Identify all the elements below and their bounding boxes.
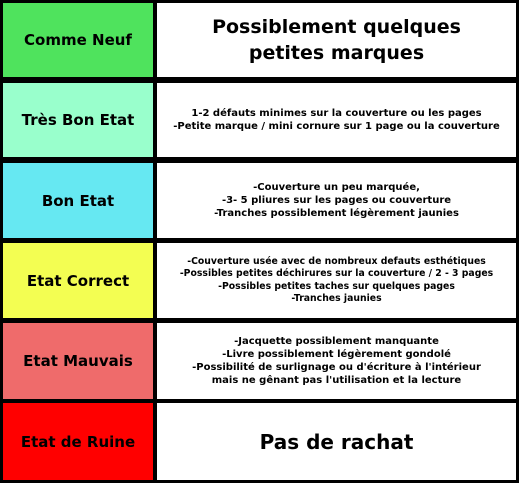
- description-line: -Jacquette possiblement manquante: [234, 336, 439, 347]
- condition-description: [157, 323, 516, 399]
- condition-description: [157, 3, 516, 77]
- description-line: -Possibles petites déchirures sur la couverture / 2 - 3 pages: [179, 268, 494, 279]
- table-row: [0, 240, 519, 320]
- description-line: mais ne gênant pas l'utilisation et la lecture: [211, 375, 462, 386]
- description-line: -Couverture usée avec de nombreux defauts esthétiques: [187, 255, 486, 267]
- condition-label-comme-neuf: Comme Neuf: [3, 3, 153, 77]
- description-line: petites marques: [248, 42, 425, 64]
- description-line: Possiblement quelques: [212, 16, 461, 38]
- condition-label-tres-bon-etat: Très Bon Etat: [3, 83, 153, 157]
- description-line: Pas de rachat: [259, 429, 414, 454]
- table-row: [0, 400, 519, 483]
- description-line: -Petite marque / mini cornure sur 1 page ou la couverture: [173, 121, 500, 132]
- condition-description: [157, 403, 516, 480]
- table-row: [0, 80, 519, 160]
- condition-label-bon-etat: Bon Etat: [3, 163, 153, 238]
- description-line: -Possibles petites taches sur quelques pages: [218, 280, 455, 292]
- condition-description: [157, 83, 516, 157]
- condition-description: [157, 243, 516, 318]
- table-row: [0, 0, 519, 80]
- description-line: -Couverture un peu marquée,: [253, 182, 420, 193]
- description-line: -Tranches jaunies: [291, 293, 382, 304]
- table-row: [0, 160, 519, 240]
- condition-label-etat-de-ruine: Etat de Ruine: [3, 403, 153, 480]
- description-line: -Livre possiblement légèrement gondolé: [222, 349, 451, 360]
- description-line: -3- 5 pliures sur les pages ou couverture: [221, 195, 452, 206]
- description-line: 1-2 défauts minimes sur la couverture ou les pages: [191, 108, 482, 119]
- condition-label-etat-correct: Etat Correct: [3, 243, 153, 318]
- table-row: [0, 320, 519, 400]
- condition-label-etat-mauvais: Etat Mauvais: [3, 323, 153, 399]
- description-line: -Possibilité de surlignage ou d'écriture à l'intérieur: [192, 362, 481, 373]
- description-line: -Tranches possiblement légèrement jaunies: [214, 208, 459, 219]
- condition-description: [157, 163, 516, 238]
